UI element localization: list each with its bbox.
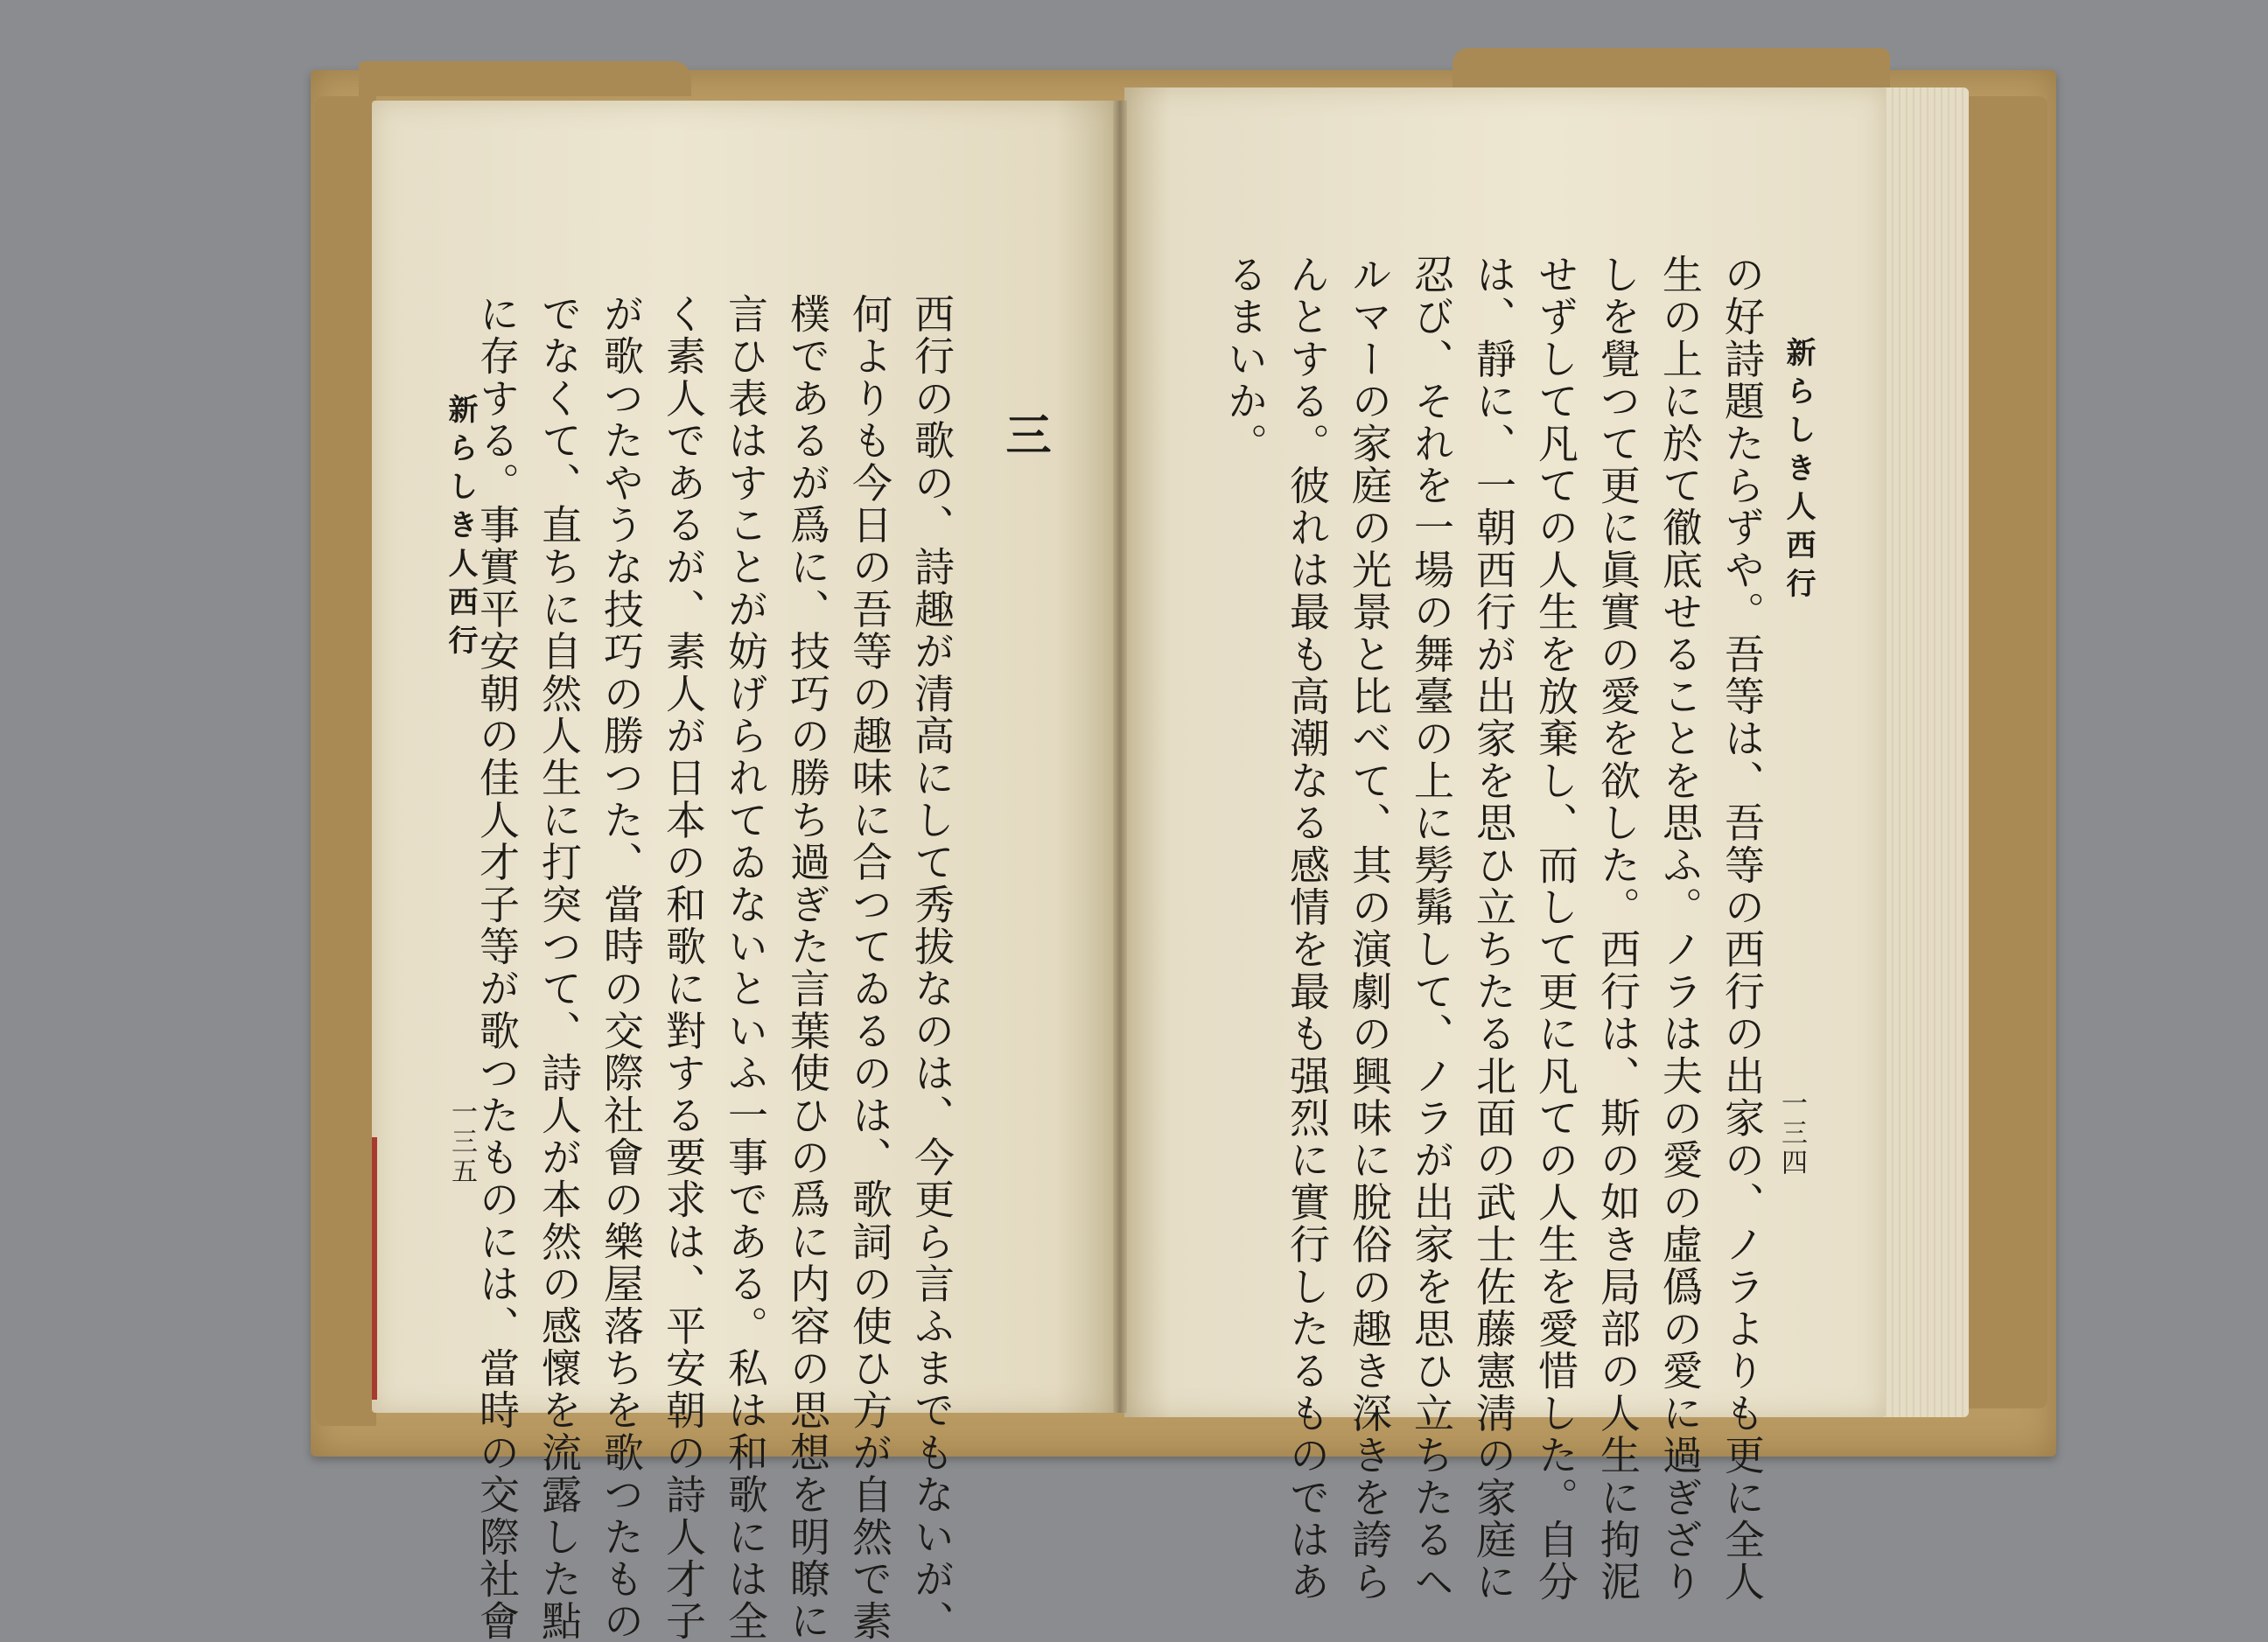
- right-page-column-9: るまいか。: [1222, 254, 1269, 465]
- right-page-column-7: ルマーの家庭の光景と比べて、其の演劇の興味に脫俗の趣き深きを誇ら: [1346, 254, 1393, 1604]
- right-page-column-3: しを覺つて更に眞實の愛を欲した。西行は、斯の如き局部の人生に拘泥: [1594, 254, 1642, 1604]
- left-page-column-2: 何よりも今日の吾等の趣味に合つてゐるのは、歌詞の使ひ方が自然で素: [846, 293, 893, 1642]
- cover-torn-edge-left: [315, 96, 376, 1426]
- right-page-column-2: 生の上に於て徹底せることを思ふ。ノラは夫の愛の虛僞の愛に過ぎざり: [1656, 254, 1704, 1604]
- right-page-column-1: の好詩題たらずや。吾等は、吾等の西行の出家の、ノラよりも更に全人: [1718, 254, 1766, 1604]
- left-page-number: 一三五: [446, 1098, 477, 1187]
- right-page-column-4: せずして凡ての人生を放棄し、而して更に凡ての人生を愛惜した。自分: [1532, 254, 1579, 1604]
- right-page-number: 一三四: [1776, 1089, 1807, 1178]
- left-page-column-8: に存する。事實平安朝の佳人才子等が歌つたものには、當時の交際社會: [473, 293, 521, 1642]
- left-page-column-5: く素人であるが、素人が日本の和歌に對する要求は、平安朝の詩人才子: [660, 293, 707, 1642]
- right-page-column-5: は、靜に、一朝西行が出家を思ひ立ちたる北面の武士佐藤憲淸の家庭に: [1470, 254, 1517, 1604]
- right-page-column-6: 忍び、それを一場の舞臺の上に髣髴して、ノラが出家を思ひ立ちたるヘ: [1408, 254, 1455, 1604]
- left-page-column-3: 樸であるが爲に、技巧の勝ち過ぎた言葉使ひの爲に内容の思想を明瞭に: [784, 293, 831, 1642]
- right-page-column-8: んとする。彼れは最も高潮なる感情を最も强烈に實行したるものではあ: [1284, 254, 1331, 1604]
- left-page-column-6: が歌つたやうな技巧の勝つた、當時の交際社會の樂屋落ちを歌つたもの: [598, 293, 645, 1642]
- page-stack-edge: [1872, 87, 1969, 1417]
- left-page-column-4: 言ひ表はすことが妨げられてゐないといふ一事である。私は和歌には全: [722, 293, 769, 1642]
- left-page-header: 新らしき人西行: [443, 394, 478, 663]
- cover-torn-edge-top: [359, 61, 691, 96]
- left-page-column-1: 西行の歌の、詩趣が清高にして秀拔なのは、今更ら言ふまでもないが、: [908, 293, 956, 1642]
- section-number: 三: [998, 411, 1051, 457]
- left-page-column-7: でなくて、直ちに自然人生に打突つて、詩人が本然の感懷を流露した點: [536, 293, 583, 1642]
- cover-torn-edge-right: [1969, 96, 2048, 1408]
- right-page-header: 新らしき人西行: [1781, 337, 1816, 606]
- spine-binding-thread: [372, 1137, 377, 1400]
- cover-torn-edge-top-right: [1452, 48, 1890, 92]
- book-gutter: [1113, 101, 1127, 1413]
